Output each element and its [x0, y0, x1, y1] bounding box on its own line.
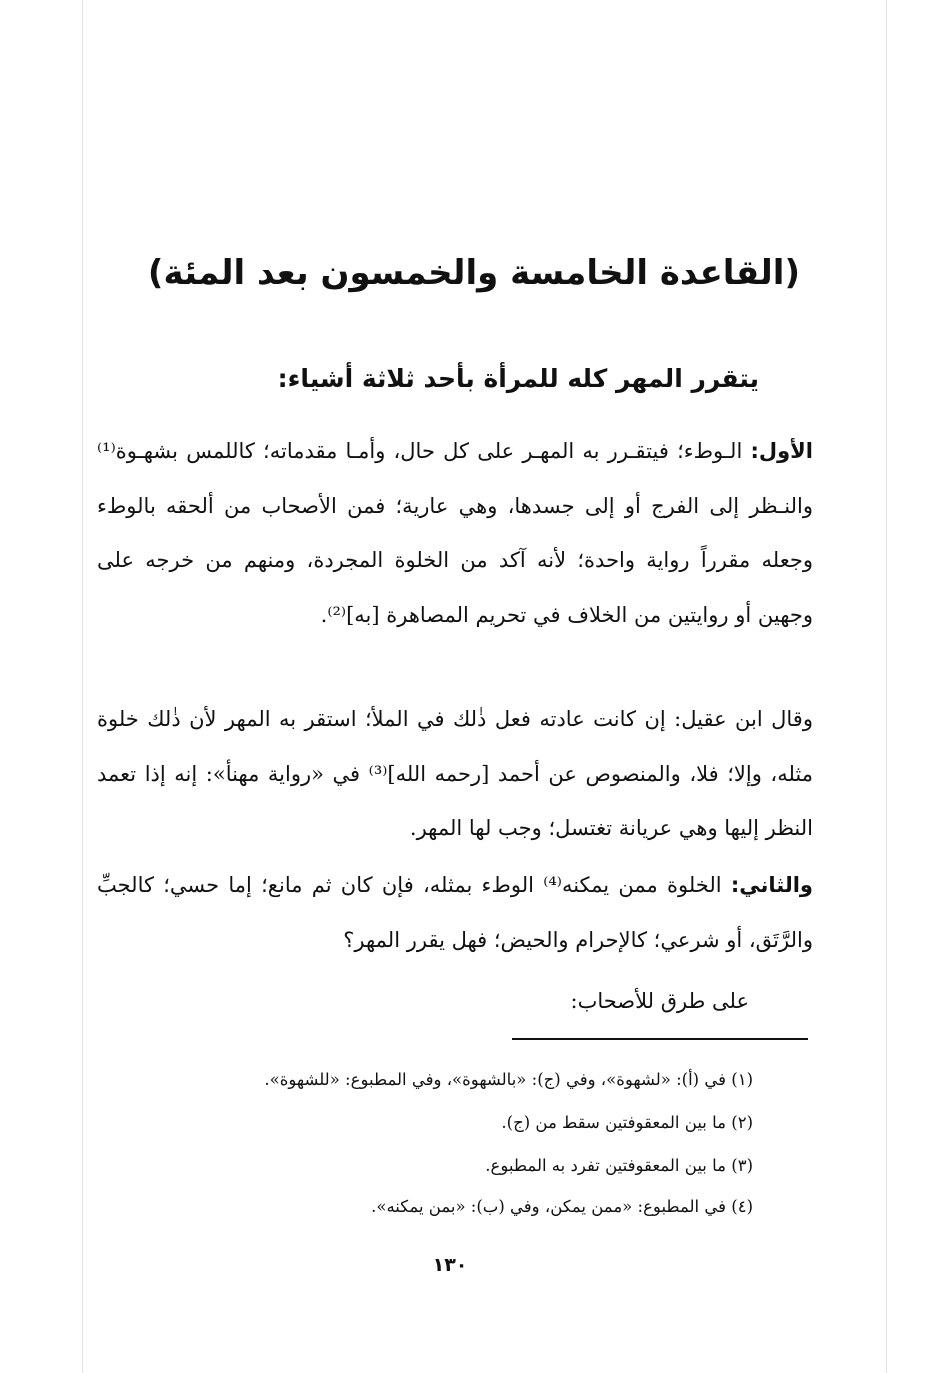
- footnote-separator: [512, 1038, 808, 1040]
- paragraph-first: [97, 424, 813, 642]
- page-number: ١٣٠: [432, 1254, 468, 1276]
- left-margin-guide: [82, 0, 83, 1373]
- right-margin-guide: [886, 0, 887, 1373]
- section-subtitle: يتقرر المهر كله للمرأة بأحد ثلاثة أشياء:: [277, 364, 759, 393]
- footnote-2: (٢) ما بين المعقوفتين سقط من (ج).: [501, 1113, 753, 1132]
- paragraph-ibn-aqil: وقال ابن عقيل: إن كانت عادته فعل ذٰلك في الملأ؛ استقر به المهر لأن ذٰلك خلوة مثله، وإلا؛ فلا، والمنصوص عن أحمد [رحمه الله]⁽³⁾ في «رواية مهنأ»: إنه إذا تعمد النظر إليها وهي عريانة تغتسل؛ وجب لها المهر.: [97, 707, 813, 840]
- paragraph-second-text: الخلوة ممن يمكنه⁽⁴⁾ الوطء بمثله، فإن كان ثم مانع؛ إما حسي؛ كالجبِّ والرَّتَق، أو شرعي؛ كالإحرام والحيض؛ فهل يقرر المهر؟: [97, 873, 813, 952]
- paragraph-second-tail: على طرق للأصحاب:: [570, 989, 749, 1013]
- paragraph-first-lead: الأول:: [750, 439, 813, 463]
- footnote-3: (٣) ما بين المعقوفتين تفرد به المطبوع.: [485, 1156, 753, 1175]
- paragraph-second-lead: والثاني:: [730, 873, 813, 897]
- chapter-title: (القاعدة الخامسة والخمسون بعد المئة): [147, 253, 800, 293]
- paragraph-second: [97, 858, 813, 967]
- paragraph-first-text: الـوطء؛ فيتقـرر به المهـر على كل حال، وأمـا مقدماته؛ كاللمس بشهـوة⁽¹⁾ والنـظر إلى الفرج أو إلى جسدها، وهي عارية؛ فمن الأصحاب من ألحقه بالوطء وجعله مقرراً رواية واحدة؛ لأنه آكد من الخلوة المجردة، ومنهم من خرجه على وجهين أو روايتين من الخلاف في تحريم المصاهرة [به]⁽²⁾.: [97, 439, 813, 627]
- footnote-1: (١) في (أ): «لشهوة»، وفي (ج): «بالشهوة»، وفي المطبوع: «للشهوة».: [264, 1070, 753, 1089]
- footnote-4: (٤) في المطبوع: «ممن يمكن، وفي (ب): «بمن يمكنه».: [371, 1197, 753, 1216]
